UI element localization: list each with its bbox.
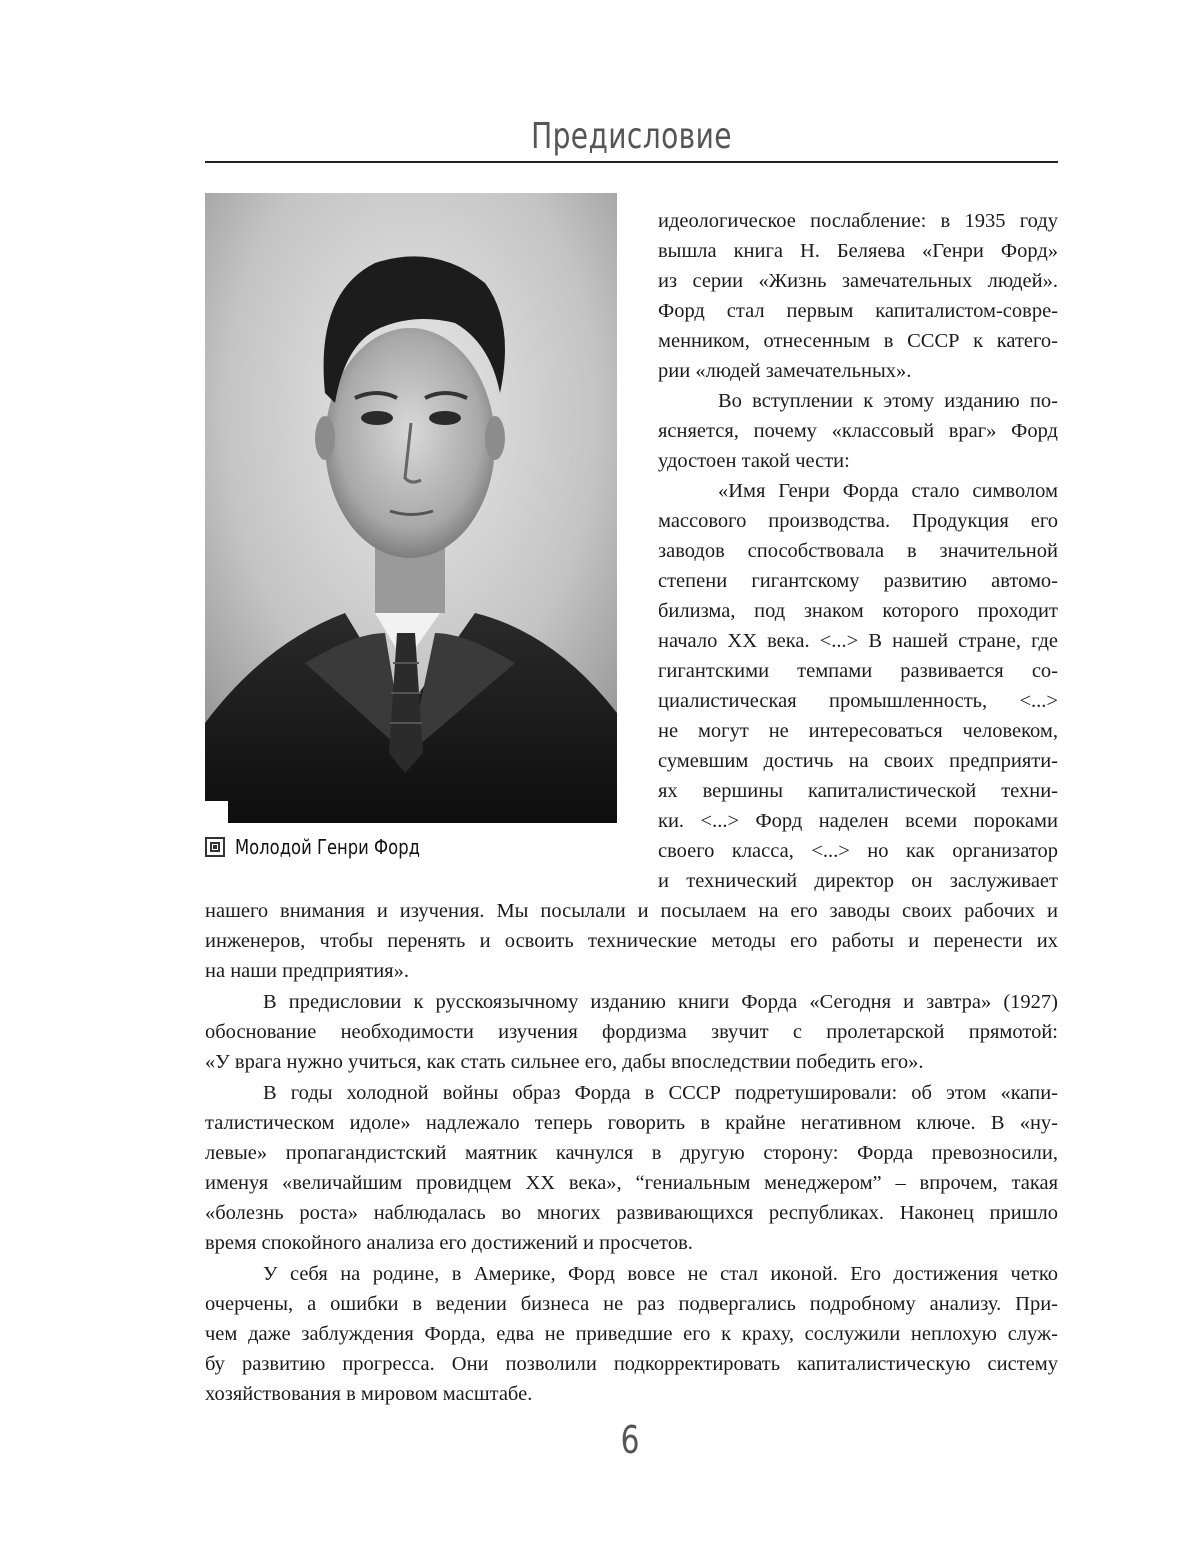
title-rule — [205, 161, 1058, 163]
caption-text: Молодой Генри Форд — [235, 835, 420, 859]
text-line: вышла книга Н. Беляева «Генри Форд» — [658, 240, 1058, 262]
text-line: «болезнь роста» наблюдалась во многих развивающихся республиках. Наконец пришло — [205, 1202, 1058, 1224]
portrait-photo — [205, 193, 617, 823]
text-line: и технический директор он заслуживает — [658, 870, 1058, 892]
text-line: хозяйствования в мировом масштабе. — [205, 1383, 533, 1405]
text-line: своего класса, <...> но как организатор — [658, 840, 1058, 862]
text-line: не могут не интересоваться человеком, — [658, 720, 1058, 742]
text-line: чем даже заблуждения Форда, едва не приведшие его к краху, сослужили неплохую служ- — [205, 1323, 1058, 1345]
text-line: очерчены, а ошибки в ведении бизнеса не раз подвергались подробному анализу. При- — [205, 1293, 1058, 1315]
text-line: идеологическое послабление: в 1935 году — [658, 210, 1058, 232]
text-line: Во вступлении к этому изданию по- — [718, 390, 1058, 412]
figure-caption — [205, 834, 461, 860]
text-line: ях вершины капиталистической техни- — [658, 780, 1058, 802]
text-line: менником, отнесенным в СССР к катего- — [658, 330, 1058, 352]
portrait-image — [205, 193, 617, 823]
text-line: инженеров, чтобы перенять и освоить технические методы его работы и перенести их — [205, 930, 1058, 952]
text-line: из серии «Жизнь замечательных людей». — [658, 270, 1058, 292]
text-line: бу развитию прогресса. Они позволили подкорректировать капиталистическую систему — [205, 1353, 1058, 1375]
text-line: ясняется, почему «классовый враг» Форд — [658, 420, 1058, 442]
text-line: талистическом идоле» надлежало теперь говорить в крайне негативном ключе. В «ну- — [205, 1112, 1058, 1134]
page-title: Предисловие — [531, 116, 732, 157]
text-line: У себя на родине, в Америке, Форд вовсе не стал иконой. Его достижения четко — [263, 1263, 1058, 1285]
ornament-icon — [205, 837, 225, 857]
text-line: гигантскими темпами развивается со- — [658, 660, 1058, 682]
text-line: ки. <...> Форд наделен всеми пороками — [658, 810, 1058, 832]
text-line: обоснование необходимости изучения фордизма звучит с пролетарской прямотой: — [205, 1021, 1058, 1043]
text-line: время спокойного анализа его достижений и просчетов. — [205, 1232, 693, 1254]
text-line: сумевшим достичь на своих предприяти- — [658, 750, 1058, 772]
text-line: удостоен такой чести: — [658, 450, 850, 472]
photo-corner-notch — [205, 801, 228, 823]
text-line: именуя «величайшим провидцем XX века», “гениальным менеджером” – впрочем, такая — [205, 1172, 1058, 1194]
text-line: начало XX века. <...> В нашей стране, где — [658, 630, 1058, 652]
text-line: степени гигантскому развитию автомо- — [658, 570, 1058, 592]
text-line: «У врага нужно учиться, как стать сильнее его, дабы впоследствии победить его». — [205, 1051, 924, 1073]
text-line: «Имя Генри Форда стало символом — [718, 480, 1058, 502]
text-line: левые» пропагандистский маятник качнулся в другую сторону: Форда превозносили, — [205, 1142, 1058, 1164]
text-line: В годы холодной войны образ Форда в СССР подретушировали: об этом «капи- — [263, 1082, 1058, 1104]
text-line: В предисловии к русскоязычному изданию книги Форда «Сегодня и завтра» (1927) — [263, 991, 1058, 1013]
text-line: на наши предприятия». — [205, 960, 409, 982]
text-line: заводов способствовала в значительной — [658, 540, 1058, 562]
page-number: 6 — [620, 1418, 640, 1462]
text-line: нашего внимания и изучения. Мы посылали и посылаем на его заводы своих рабочих и — [205, 900, 1058, 922]
text-line: Форд стал первым капиталистом-совре- — [658, 300, 1058, 322]
text-line: рии «людей замечательных». — [658, 360, 912, 382]
text-line: билизма, под знаком которого проходит — [658, 600, 1058, 622]
text-line: циалистическая промышленность, <...> — [658, 690, 1058, 712]
text-line: массового производства. Продукция его — [658, 510, 1058, 532]
